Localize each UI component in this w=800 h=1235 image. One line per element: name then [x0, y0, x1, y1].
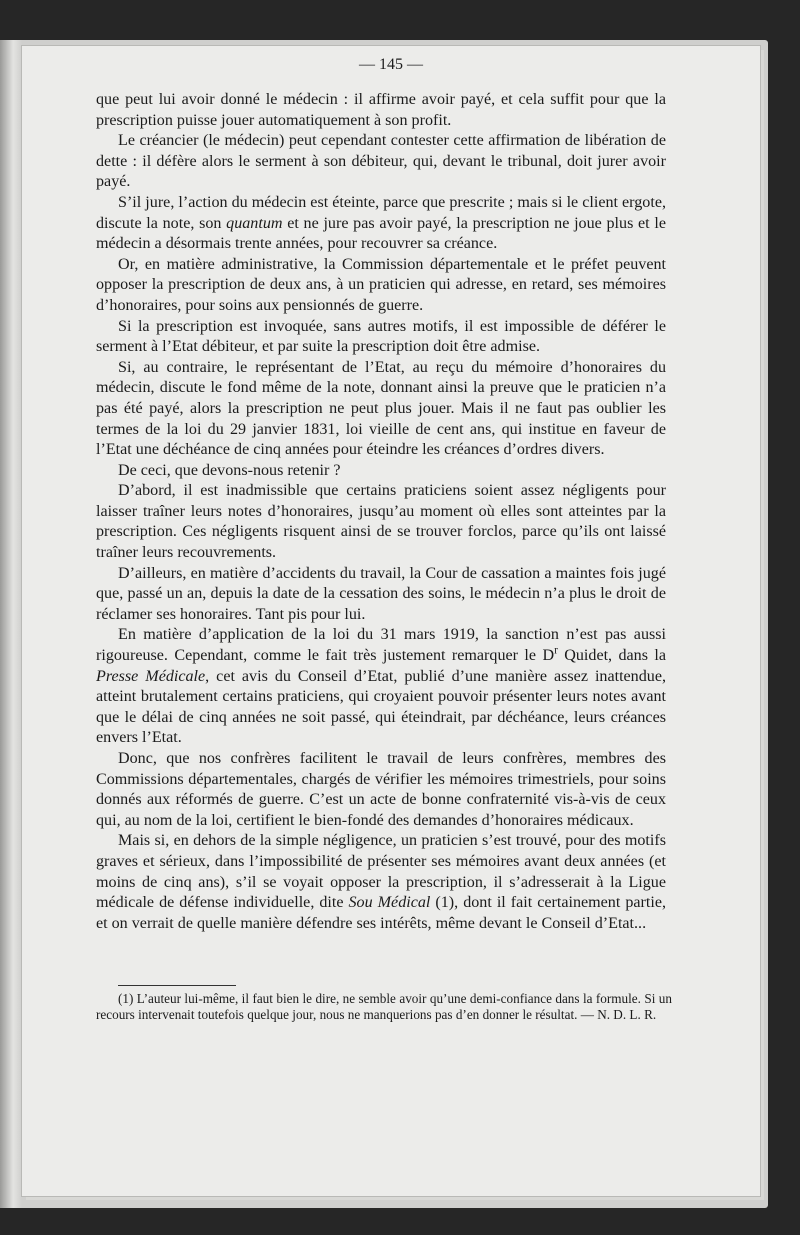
paragraph [96, 317, 666, 358]
paragraph [96, 564, 666, 626]
paragraph-text: S’il jure, l’action du médecin est éteinte, parce que prescrite ; mais si le client ergote, discute la note, son [96, 193, 666, 232]
paragraph-text: De ceci, que devons-nous retenir ? [118, 461, 341, 479]
paragraph-text: Mais si, en dehors de la simple négligence, un praticien s’est trouvé, pour des motifs graves et sérieux, dans l’impossibilité de présenter ses mémoires avant deux années (et moins de cinq ans), s’il se voyait opposer la prescription, il s’adresserait à la Ligue médicale de défense individuelle, dite [96, 832, 666, 912]
paragraph-text: (1), dont il fait certainement partie, et on verrait de quelle manière défendre ses intérêts, même devant le Conseil d’Etat... [96, 894, 666, 932]
paragraph [96, 131, 666, 193]
footnote-divider [118, 985, 236, 986]
paragraph-text: Le créancier (le médecin) peut cependant contester cette affirmation de libération de dette : il défère alors le serment à son débiteur, qui, devant le tribunal, doit jurer avoir payé. [96, 132, 666, 191]
paragraph-text: , cet avis du Conseil d’Etat, publié d’une manière assez inattendue, atteint brutalement certains praticiens, qui croyaient pouvoir présenter leurs notes avant que le délai de cinq années ne soit passé, qui éteindrait, par déchéance, leurs créances envers l’Etat. [96, 667, 666, 747]
paragraph-text: que peut lui avoir donné le médecin : il affirme avoir payé, et cela suffit pour que la prescription puisse jouer automatiquement à son profit. [96, 91, 666, 129]
paragraph-text: Donc, que nos confrères facilitent le travail de leurs confrères, membres des Commissions départementales, chargés de vérifier les mémoires trimestriels, pour soins donnés aux réformés de guerre. C’est un acte de bonne confraternité vis-à-vis de ceux qui, au nom de la loi, certifient le bien-fondé des demandes d’honoraires médicaux. [96, 750, 666, 829]
paragraph [96, 625, 666, 749]
italic-text: quantum [226, 214, 283, 232]
paragraph [96, 749, 666, 831]
footnote: (1) L’auteur lui-même, il faut bien le dire, ne semble avoir qu’une demi-confiance dans la formule. Si un recours intervenait toutefois quelque jour, nous ne manquerions pas d’en donner le résultat. — N. D. L. R. [96, 991, 672, 1022]
paragraph [96, 255, 666, 317]
paragraph [96, 481, 666, 563]
body-text [96, 90, 666, 934]
italic-text: Presse Médicale [96, 667, 206, 685]
paragraph-text: et ne jure pas avoir payé, la prescription ne joue plus et le médecin a désormais trente années, pour recouvrer sa créance. [96, 214, 666, 253]
paragraph-text: D’ailleurs, en matière d’accidents du travail, la Cour de cassation a maintes fois jugé que, passé un an, depuis la date de la cessation des soins, le médecin n’a plus le droit de réclamer ses honoraires. Tant pis pour lui. [96, 564, 666, 623]
paragraph [96, 90, 666, 131]
paragraph-text: Or, en matière administrative, la Commission départementale et le préfet peuvent opposer la prescription de deux ans, à un praticien qui adresse, en retard, ses mémoires d’honoraires, pour soins aux pensionnés de guerre. [96, 255, 666, 314]
paragraph [96, 831, 666, 934]
paragraph-text: D’abord, il est inadmissible que certains praticiens soient assez négligents pour laisser traîner leurs notes d’honoraires, jusqu’au moment où elles sont atteintes par la prescription. Ces négligents risquent ainsi de se trouver forclos, parce qu’ils ont laissé traîner leurs recouvrements. [96, 482, 666, 562]
paragraph [96, 461, 666, 482]
book-spine [0, 40, 22, 1208]
page-number: — 145 — [359, 56, 423, 73]
paragraph-text: En matière d’application de la loi du 31 mars 1919, la sanction n’est pas aussi rigoureuse. Cependant, comme le fait très justement remarquer le D [96, 626, 666, 665]
italic-text: Sou Médical [348, 894, 431, 912]
paragraph [96, 358, 666, 461]
paragraph-text: Si, au contraire, le représentant de l’Etat, au reçu du mémoire d’honoraires du médecin, discute le fond même de la note, donnant ainsi la preuve que le praticien n’a pas été payé, alors la prescription ne peut plus jouer. Mais il ne faut pas oublier les termes de la loi du 29 janvier 1831, loi vieille de cent ans, qui institue en faveur de l’Etat une déchéance de cinq années pour éteindre les créances d’ordres divers. [96, 358, 666, 459]
paragraph [96, 193, 666, 255]
paragraph-text: Si la prescription est invoquée, sans autres motifs, il est impossible de déférer le serment à l’Etat débiteur, et par suite la prescription doit être admise. [96, 317, 666, 356]
superscript-text: r [554, 644, 558, 657]
paragraph-text: Quidet, dans la [557, 647, 667, 665]
